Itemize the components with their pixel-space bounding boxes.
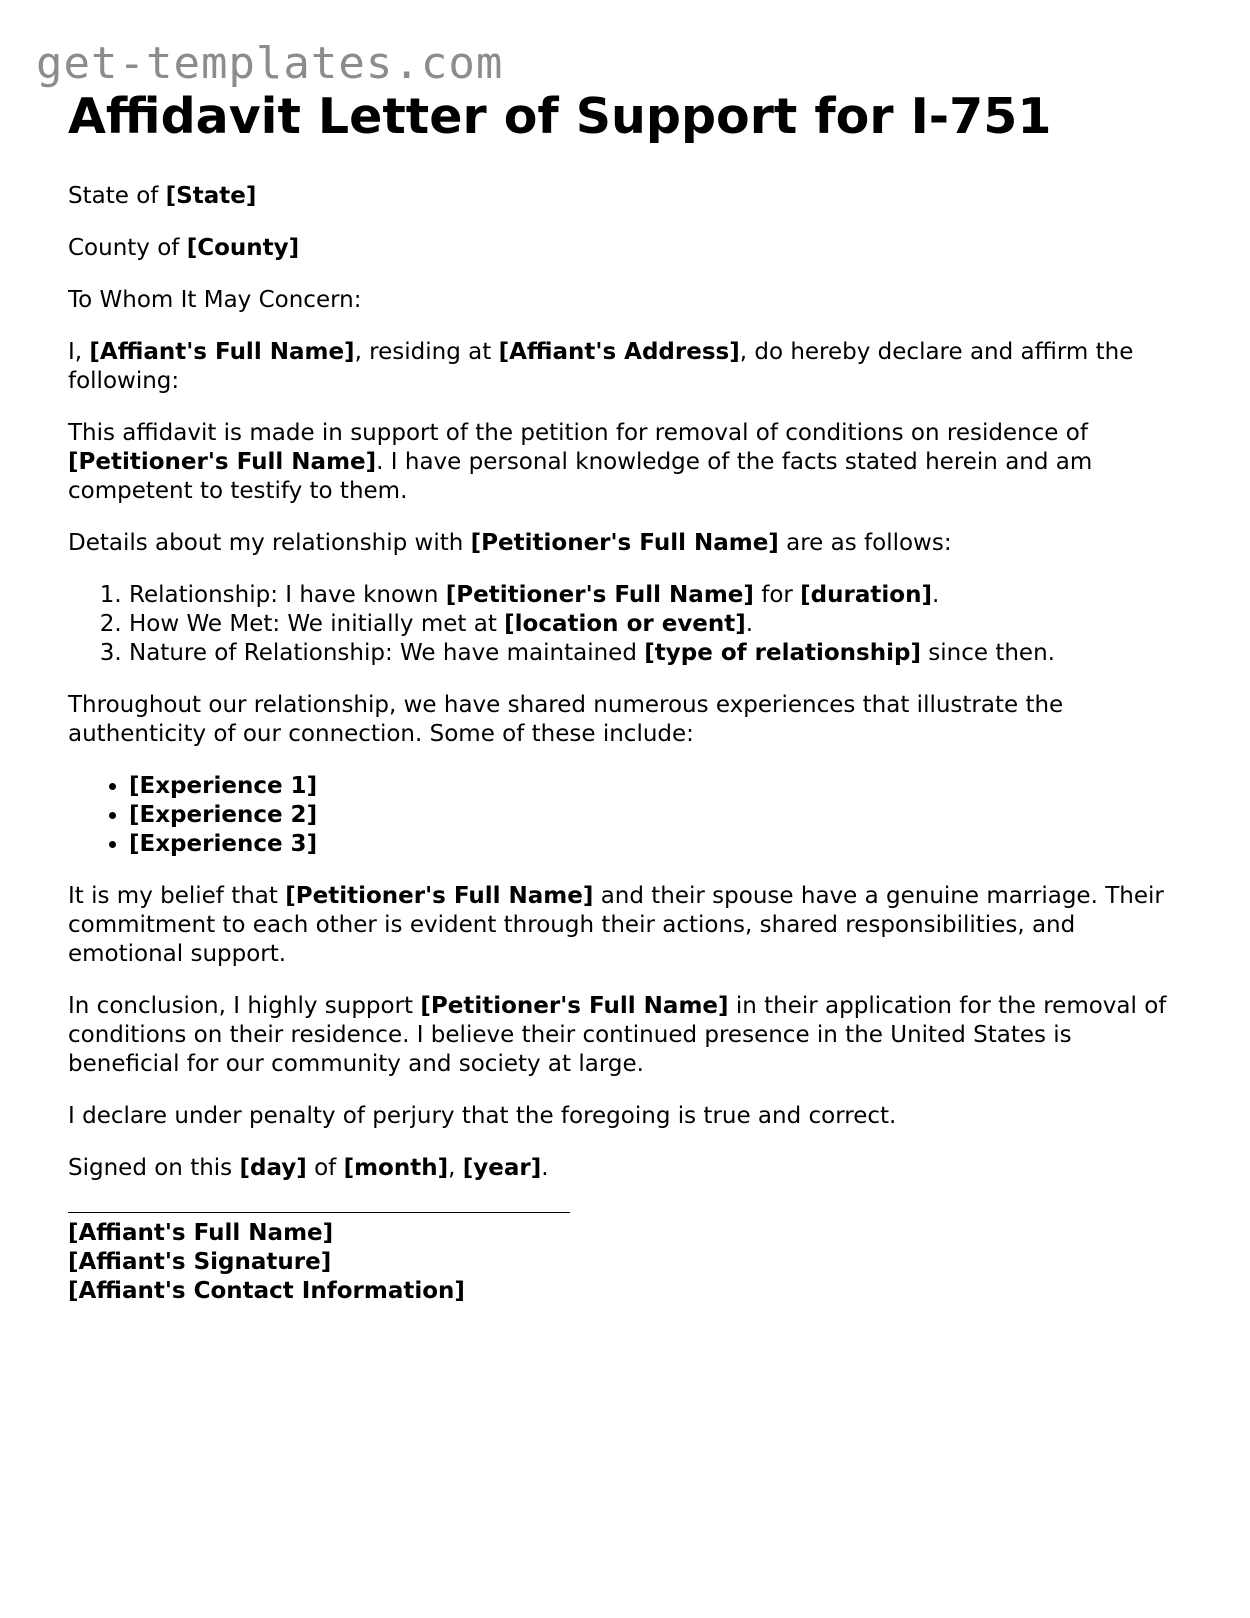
affiant-signature-line: [Affiant's Signature]: [68, 1249, 332, 1275]
text-run: It is my belief that: [68, 883, 286, 909]
text-run: , do hereby declare and affirm the following:: [68, 339, 1134, 394]
month-field: [month]: [343, 1155, 449, 1181]
relationship-type-field: [type of relationship]: [644, 640, 921, 666]
location-field: [location or event]: [504, 611, 746, 637]
document: [68, 86, 1188, 1306]
experience-field: [Experience 1]: [129, 773, 318, 799]
day-field: [day]: [239, 1155, 307, 1181]
duration-field: [duration]: [800, 582, 932, 608]
text-run: In conclusion, I highly support: [68, 993, 421, 1019]
county-field: [County]: [186, 235, 300, 261]
experience-field: [Experience 3]: [129, 831, 318, 857]
state-field: [State]: [165, 183, 257, 209]
declaration-paragraph: [68, 338, 1188, 396]
list-item: [129, 581, 1188, 610]
text-run: .: [745, 611, 754, 637]
text-run: ,: [448, 1155, 463, 1181]
relationship-list: [68, 581, 1188, 668]
county-prefix: County of: [68, 235, 187, 261]
salutation: To Whom It May Concern:: [68, 287, 362, 313]
year-field: [year]: [462, 1155, 542, 1181]
petitioner-name-field: [Petitioner's Full Name]: [470, 530, 779, 556]
list-item: [129, 610, 1188, 639]
state-line: [68, 182, 1188, 211]
list-item: [129, 639, 1188, 668]
text-run: since then.: [920, 640, 1055, 666]
experiences-intro: Throughout our relationship, we have shared numerous experiences that illustrate the authenticity of our connection. Some of these include:: [68, 692, 1064, 747]
text-run: . I have personal knowledge of the facts stated herein and am competent to testify to them.: [68, 449, 1093, 504]
affiant-name-line: [Affiant's Full Name]: [68, 1220, 334, 1246]
affiant-address-field: [Affiant's Address]: [498, 339, 740, 365]
list-item: [129, 801, 1188, 830]
signature-line: [68, 1212, 570, 1213]
affiant-name-field: [Affiant's Full Name]: [89, 339, 355, 365]
conclusion-paragraph: [68, 992, 1188, 1079]
text-run: .: [541, 1155, 549, 1181]
text-run: for: [753, 582, 801, 608]
perjury-statement: I declare under penalty of perjury that the foregoing is true and correct.: [68, 1103, 897, 1129]
petitioner-name-field: [Petitioner's Full Name]: [420, 993, 729, 1019]
text-run: are as follows:: [778, 530, 952, 556]
list-item: [129, 772, 1188, 801]
petitioner-name-field: [Petitioner's Full Name]: [445, 582, 754, 608]
list-item: [129, 830, 1188, 859]
county-line: [68, 234, 1188, 263]
text-run: How We Met: We initially met at: [129, 611, 505, 637]
text-run: This affidavit is made in support of the petition for removal of conditions on residence of: [68, 420, 1088, 446]
signed-line: [68, 1154, 1188, 1183]
watermark: get-templates.com: [36, 38, 504, 89]
document-title: Affidavit Letter of Support for I-751: [68, 88, 1052, 145]
text-run: , residing at: [354, 339, 499, 365]
experience-field: [Experience 2]: [129, 802, 318, 828]
affiant-contact-line: [Affiant's Contact Information]: [68, 1278, 465, 1304]
experiences-list: [68, 772, 1188, 859]
text-run: and their spouse have a genuine marriage. Their commitment to each other is evident through their actions, shared responsibilities, and emotional support.: [68, 883, 1164, 967]
text-run: in their application for the removal of conditions on their residence. I believe their continued presence in the United States is beneficial for our community and society at large.: [68, 993, 1167, 1077]
belief-paragraph: [68, 882, 1188, 969]
text-run: Details about my relationship with: [68, 530, 471, 556]
petitioner-name-field: [Petitioner's Full Name]: [285, 883, 594, 909]
text-run: Nature of Relationship: We have maintained: [129, 640, 645, 666]
text-run: Relationship: I have known: [129, 582, 446, 608]
text-run: of: [306, 1155, 344, 1181]
text-run: .: [931, 582, 940, 608]
text-run: Signed on this: [68, 1155, 240, 1181]
text-run: I,: [68, 339, 90, 365]
purpose-paragraph: [68, 419, 1188, 506]
state-prefix: State of: [68, 183, 166, 209]
relationship-intro: [68, 529, 1188, 558]
petitioner-name-field: [Petitioner's Full Name]: [68, 449, 377, 475]
